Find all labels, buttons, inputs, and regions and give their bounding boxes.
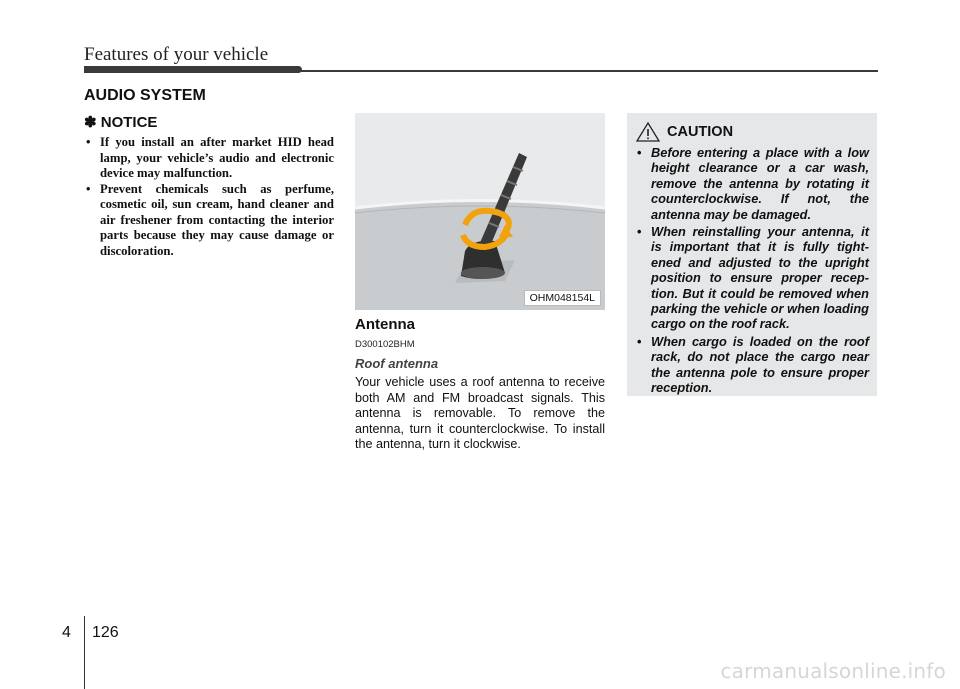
antenna-body-text: Your vehicle uses a roof antenna to receive both AM and FM broadcast signals. This antenna is removable. To remove the antenna, turn it counterclockwise. To install the antenna, turn it clockwise. [355, 375, 605, 451]
notice-item: • Prevent chemicals such as perfume, cosmetic oil, sun cream, hand cleaner and air freshener from contacting the interior parts because they may cause damage or discoloration. [84, 182, 334, 260]
antenna-doc-code: D300102BHM [355, 339, 415, 350]
caution-item: • When cargo is loaded on the roof rack, do not place the cargo near the antenna pole to ensure proper reception. [635, 334, 869, 396]
footer-divider [84, 616, 85, 689]
caution-box [627, 113, 877, 396]
watermark: carmanualsonline.info [720, 659, 946, 683]
notice-heading: ✽ NOTICE [84, 114, 158, 131]
caution-item: • When reinstalling your antenna, it is important that it is fully tight-ened and adjusted to the upright position to ensure proper recep-tion. But it could be removed when parking the vehicle or when loading cargo on the roof rack. [635, 224, 869, 332]
warning-triangle-icon [635, 121, 661, 143]
caution-item: • Before entering a place with a low height clearance or a car wash, remove the antenna by rotating it counterclockwise. If not, the antenna may be damaged. [635, 145, 869, 222]
antenna-subtitle: Roof antenna [355, 356, 439, 371]
notice-box [84, 113, 334, 259]
notice-list [84, 135, 334, 259]
caution-header [635, 121, 869, 143]
section-title: AUDIO SYSTEM [84, 87, 206, 104]
page-header-title: Features of your vehicle [84, 44, 269, 65]
figure-code-label: OHM048154L [524, 290, 601, 306]
antenna-section [355, 316, 605, 453]
header-rule [300, 70, 878, 72]
caution-title: CAUTION [667, 124, 734, 140]
header-bar-thick [84, 66, 302, 73]
footer-page-number: 126 [92, 624, 119, 641]
footer-section-number: 4 [62, 624, 71, 641]
notice-item: • If you install an after market HID head lamp, your vehicle’s audio and electronic device may malfunction. [84, 135, 334, 182]
antenna-title: Antenna [355, 316, 415, 333]
roof-antenna-figure [355, 113, 605, 310]
roof-antenna-illustration [355, 113, 605, 310]
caution-list [635, 145, 869, 396]
